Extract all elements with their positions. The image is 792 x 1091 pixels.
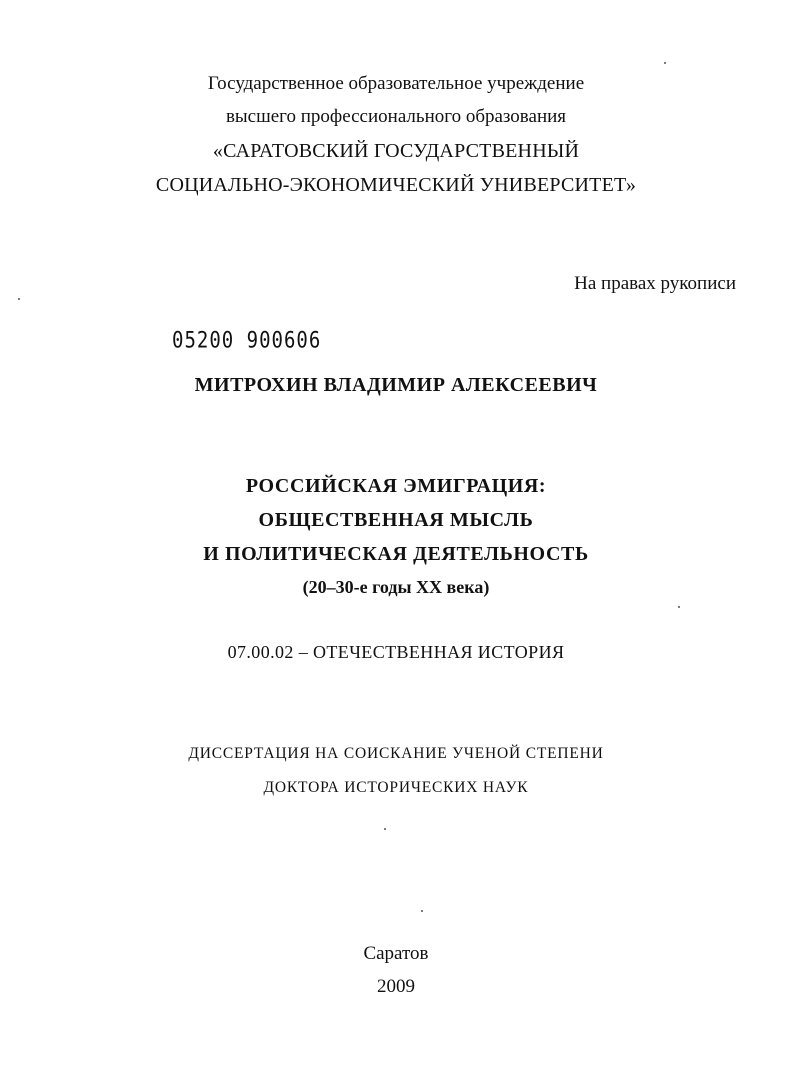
title-period: (20–30-е годы XX века) (302, 577, 490, 597)
year: 2009 (377, 976, 415, 997)
institution-line-2: высшего профессионального образования (225, 106, 567, 127)
scan-speck (18, 298, 20, 300)
scan-speck (678, 606, 680, 608)
specialty-code: 07.00.02 – ОТЕЧЕСТВЕННАЯ ИСТОРИЯ (227, 642, 565, 662)
title-line-2: ОБЩЕСТВЕННАЯ МЫСЛЬ (258, 509, 534, 531)
institution-line-1: Государственное образовательное учреждение (207, 73, 585, 94)
title-line-1: РОССИЙСКАЯ ЭМИГРАЦИЯ: (245, 475, 547, 497)
degree-line-1: ДИССЕРТАЦИЯ НА СОИСКАНИЕ УЧЕНОЙ СТЕПЕНИ (188, 745, 604, 762)
library-code: 05200 900606 (172, 327, 322, 353)
institution-line-3: «САРАТОВСКИЙ ГОСУДАРСТВЕННЫЙ (212, 140, 580, 162)
author-name: МИТРОХИН ВЛАДИМИР АЛЕКСЕЕВИЧ (194, 374, 598, 396)
title-line-3: И ПОЛИТИЧЕСКАЯ ДЕЯТЕЛЬНОСТЬ (203, 543, 589, 565)
city: Саратов (363, 943, 429, 964)
scan-speck (664, 62, 666, 64)
institution-line-4: СОЦИАЛЬНО-ЭКОНОМИЧЕСКИЙ УНИВЕРСИТЕТ» (155, 174, 637, 196)
rights-note: На правах рукописи (574, 273, 736, 294)
scan-speck (384, 828, 386, 830)
scan-speck (421, 910, 423, 912)
degree-line-2: ДОКТОРА ИСТОРИЧЕСКИХ НАУК (263, 779, 529, 796)
